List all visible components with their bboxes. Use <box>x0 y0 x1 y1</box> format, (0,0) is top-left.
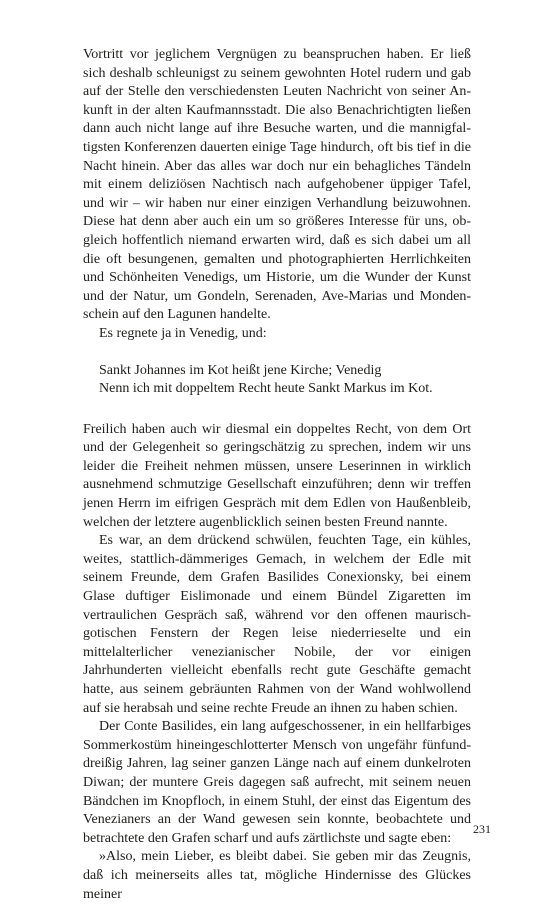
book-page-text <box>83 46 471 904</box>
paragraph-1: Vortritt vor jeglichem Vergnügen zu beanspruchen haben. Er ließ sich deshalb schleunigst zu seinem gewohnten Hotel rudern und gab auf der Stelle den verschiedensten Leuten Nachricht von seiner Ankunft in der alten Kaufmannsstadt. Die also Benachrichtigten ließen dann auch nicht lange auf ihre Besuche warten, und die mannigfaltigsten Konferenzen dauerten einige Tage hindurch, oft bis tief in die Nacht hinein. Aber das alles war doch nur ein behagliches Tändeln mit einem deliziösen Nachtisch nach aufgehobener üppiger Tafel, und wir – wir haben nur einer einzigen Verhandlung beizuwohnen. Diese hat denn aber auch ein um so größeres Interesse für uns, obgleich hoffentlich niemand erwarten wird, daß es sich dabei um all die oft besungenen, gemalten und photographierten Herrlichkeiten und Schönheiten Venedigs, um Historie, um die Wunder der Kunst und der Natur, um Gondeln, Serenaden, Ave-Marias und Mondenschein auf den Lagunen handelte. <box>83 47 471 323</box>
paragraph-4: Es war, an dem drückend schwülen, feuchten Tage, ein kühles, weites, stattlich-dämmeriges Gemach, in welchem der Edle mit seinem Freunde, dem Grafen Basilides Conexionsky, bei einem Glase duftiger Eislimonade und einem Bündel Zigaretten im vertraulichen Gespräch saß, während vor den offenen maurisch-gotischen Fenstern der Regen leise niederrieselte und ein mittelalterlicher venezianischer Nobile, der vor einigen Jahrhunderten vielleicht ebenfalls recht gute Geschäfte gemacht hatte, aus seinem gebräunten Rahmen von der Wand wohlwollend auf sie herabsah und seine rechte Freude an ihnen zu haben schien. <box>83 533 471 716</box>
paragraph-3: Freilich haben auch wir diesmal ein doppeltes Recht, von dem Ort und der Gelegenheit so geringschätzig zu sprechen, indem wir uns leider die Freiheit nehmen müssen, unsere Leserinnen in wirklich ausnehmend schmutzige Gesellschaft einzuführen; denn wir treffen jenen Herrn im eifrigen Gespräch mit dem Edlen von Haußenbleib, welchen der letztere augenblicklich seinen besten Freund nannte. <box>83 421 471 530</box>
paragraph-6: »Also, mein Lieber, es bleibt dabei. Sie geben mir das Zeugnis, daß ich meinerseits alles tat, mögliche Hindernisse des Glückes meiner <box>83 849 471 902</box>
verse-line-2: Nenn ich mit doppeltem Recht heute Sankt Markus im Kot. <box>99 381 433 397</box>
paragraph-5: Der Conte Basilides, ein lang aufgeschossener, in ein hellfarbiges Sommerkostüm hineingeschlotterter Mensch von ungefähr fünfunddreißig Jahren, lag seiner ganzen Länge nach auf einem dunkelroten Diwan; der muntere Greis dagegen saß aufrecht, mit seinem neuen Bändchen im Knopfloch, in einem Stuhl, der einst das Eigentum des Venezianers an der Wand gewesen sein konnte, beobachtete und betrachtete den Grafen scharf und aufs zärtlichste und sagte eben: <box>83 719 471 846</box>
verse-quote <box>99 362 471 399</box>
page-number: 231 <box>473 822 491 836</box>
paragraph-2: Es regnete ja in Venedig, und: <box>99 325 267 341</box>
verse-line-1: Sankt Johannes im Kot heißt jene Kirche; Venedig <box>99 362 382 378</box>
